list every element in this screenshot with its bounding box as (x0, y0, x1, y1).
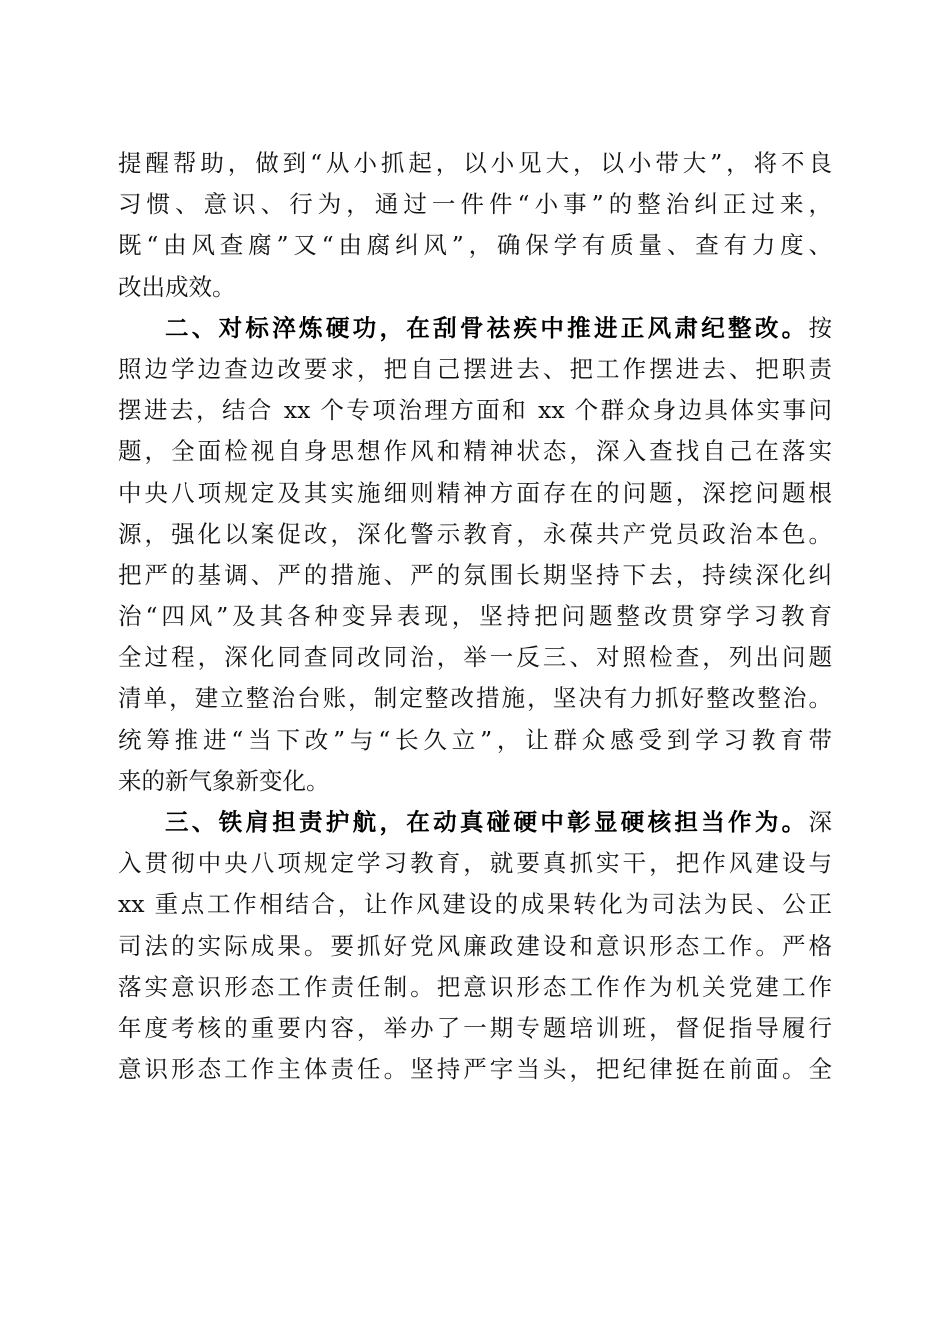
paragraph-line-tail: 按 (808, 313, 832, 342)
paragraph-line: 清单，建立整治台账，制定整改措施，坚决有力抓好整改整治。 (118, 684, 832, 713)
paragraph-3 (118, 802, 832, 1090)
paragraph-line: 中央八项规定及其实施细则精神方面存在的问题，深挖问题根 (118, 478, 832, 507)
paragraph-line: 既“由风查腐”又“由腐纠风”，确保学有质量、查有力度、 (118, 231, 832, 260)
paragraph-line: 司法的实际成果。要抓好党风廉政建设和意识形态工作。严格 (118, 931, 832, 960)
section-heading-2: 二、对标淬炼硬功，在刮骨祛疾中推进正风肃纪整改。 (165, 313, 809, 342)
paragraph-line: 入贯彻中央八项规定学习教育，就要真抓实干，把作风建设与 (118, 849, 832, 878)
paragraph-line: 改出成效。 (118, 272, 236, 301)
paragraph-2 (118, 308, 832, 802)
section-heading-3: 三、铁肩担责护航，在动真碰硬中彰显硬核担当作为。 (165, 808, 809, 836)
paragraph-line: 统筹推进“当下改”与“长久立”，让群众感受到学习教育带 (118, 725, 832, 754)
paragraph-line: 治“四风”及其各种变异表现，坚持把问题整改贯穿学习教育 (118, 602, 832, 631)
paragraph-line: 意识形态工作主体责任。坚持严字当头，把纪律挺在前面。全 (118, 1055, 832, 1084)
paragraph-line: 来的新气象新变化。 (118, 766, 330, 795)
paragraph-line: 源，强化以案促改，深化警示教育，永葆共产党员政治本色。 (118, 519, 832, 548)
paragraph-1 (118, 143, 832, 308)
paragraph-line: 照边学边查边改要求，把自己摆进去、把工作摆进去、把职责 (118, 354, 832, 383)
paragraph-line: 把严的基调、严的措施、严的氛围长期坚持下去，持续深化纠 (118, 560, 832, 589)
document-body (118, 143, 832, 1090)
paragraph-line: 习惯、意识、行为，通过一件件“小事”的整治纠正过来， (118, 190, 832, 219)
paragraph-line: 落实意识形态工作责任制。把意识形态工作作为机关党建工作 (118, 972, 832, 1001)
paragraph-line: 摆进去，结合 xx 个专项治理方面和 xx 个群众身边具体实事问 (118, 396, 832, 425)
paragraph-line: 提醒帮助，做到“从小抓起，以小见大，以小带大”，将不良 (118, 149, 832, 177)
paragraph-line-tail: 深 (808, 808, 832, 836)
paragraph-first-line (118, 308, 832, 349)
paragraph-line: xx 重点工作相结合，让作风建设的成果转化为司法为民、公正 (118, 890, 832, 919)
paragraph-line: 全过程，深化同查同改同治，举一反三、对照检查，列出问题 (118, 643, 832, 672)
paragraph-line: 题，全面检视自身思想作风和精神状态，深入查找自己在落实 (118, 437, 832, 466)
paragraph-line: 年度考核的重要内容，举办了一期专题培训班，督促指导履行 (118, 1013, 832, 1042)
paragraph-first-line (118, 802, 832, 843)
